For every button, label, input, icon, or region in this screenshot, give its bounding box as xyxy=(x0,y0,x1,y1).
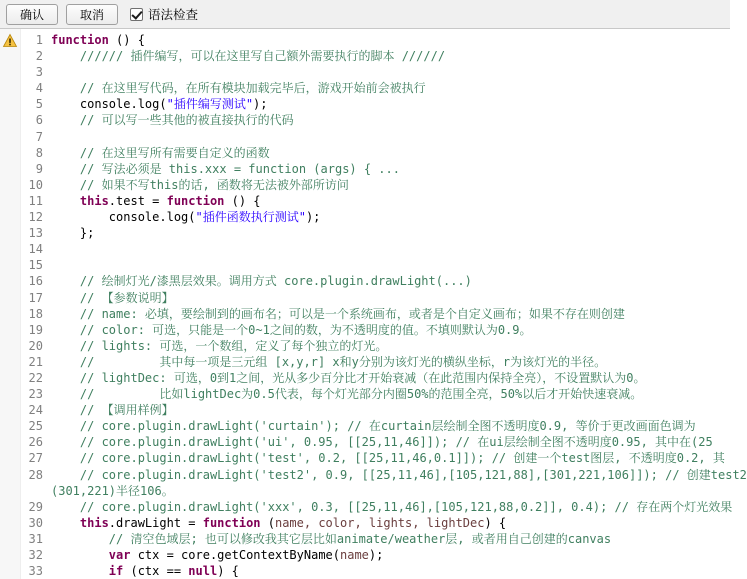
code-editor[interactable] xyxy=(0,29,747,579)
line-number: 6 xyxy=(35,113,43,128)
code-line[interactable] xyxy=(51,290,747,306)
code-token: // 在这里写代码，在所有模块加载完毕后，游戏开始前会被执行 xyxy=(51,81,426,96)
line-number: 28 xyxy=(28,467,43,482)
code-line[interactable] xyxy=(51,370,747,386)
code-token: // 在这里写所有需要自定义的函数 xyxy=(51,145,270,160)
code-line[interactable] xyxy=(51,209,747,225)
line-number: 25 xyxy=(28,419,43,434)
code-token: if xyxy=(51,564,124,579)
checkbox-icon[interactable] xyxy=(130,8,143,21)
line-number: 4 xyxy=(35,81,43,96)
code-token: // 【调用样例】 xyxy=(51,403,174,418)
code-token: () { xyxy=(108,33,145,47)
code-line[interactable] xyxy=(51,467,747,483)
line-number: 18 xyxy=(28,306,43,321)
line-number: 3 xyxy=(35,65,43,80)
code-token: // lights: 可选，一个数组，定义了每个独立的灯光。 xyxy=(51,338,388,353)
code-line[interactable] xyxy=(51,563,747,579)
marker-column xyxy=(0,29,21,579)
code-token: ) { xyxy=(217,564,239,579)
code-token: name, color, lights, lightDec xyxy=(274,515,485,530)
line-number: 24 xyxy=(28,403,43,418)
code-line[interactable] xyxy=(51,515,747,531)
code-line[interactable] xyxy=(51,402,747,418)
line-number: 1 xyxy=(35,33,43,47)
code-token: // 其中每一项是三元组 [x,y,r] x和y分别为该灯光的横纵坐标，r为该灯光的半径。 xyxy=(51,354,607,369)
code-line[interactable] xyxy=(51,499,747,515)
code-token: console.log( xyxy=(51,210,196,225)
code-line[interactable] xyxy=(51,129,747,145)
code-token: // 可以写一些其他的被直接执行的代码 xyxy=(51,113,294,128)
line-number: 10 xyxy=(28,177,43,192)
code-line[interactable] xyxy=(51,434,747,450)
line-number: 27 xyxy=(28,451,43,466)
code-token: this xyxy=(51,515,109,530)
line-number: 22 xyxy=(28,370,43,385)
code-line[interactable] xyxy=(51,32,747,48)
code-line[interactable] xyxy=(51,257,747,273)
code-token: ); xyxy=(305,210,321,225)
line-number: 31 xyxy=(28,531,43,546)
line-number: 5 xyxy=(35,97,43,112)
code-line[interactable] xyxy=(51,306,747,322)
code-line[interactable] xyxy=(51,80,747,96)
code-line[interactable] xyxy=(51,338,747,354)
line-number: 23 xyxy=(28,387,43,402)
code-token: // 清空色域层; 也可以修改我其它层比如animate/weather层, 或者用自己创建的canvas xyxy=(51,531,612,546)
code-token: // 绘制灯光/漆黑层效果。调用方式 core.plugin.drawLight(...) xyxy=(51,274,472,289)
code-line[interactable] xyxy=(51,547,747,563)
code-line[interactable] xyxy=(51,145,747,161)
line-number: 20 xyxy=(28,338,43,353)
code-token: ////// 插件编写，可以在这里写自己额外需要执行的脚本 ////// xyxy=(51,49,446,64)
code-token: .test = xyxy=(108,193,167,208)
code-line[interactable] xyxy=(51,483,747,499)
code-token: this xyxy=(51,193,109,208)
code-token: // core.plugin.drawLight('xxx', 0.3, [[25,11,46],[105,121,88,0.2]], 0.4); // 存在两个灯光效果 xyxy=(51,499,733,514)
cancel-button[interactable]: 取消 xyxy=(66,4,118,25)
code-token: // core.plugin.drawLight('curtain'); // 在curtain层绘制全图不透明度0.9, 等价于更改画面色调为 xyxy=(51,419,696,434)
line-number: 9 xyxy=(35,161,43,176)
code-line[interactable] xyxy=(51,96,747,112)
code-token: function xyxy=(51,33,109,47)
code-content[interactable] xyxy=(47,29,747,579)
code-line[interactable] xyxy=(51,64,747,80)
line-number xyxy=(21,483,43,499)
line-number: 15 xyxy=(28,258,43,273)
line-number: 11 xyxy=(28,193,43,208)
line-number: 16 xyxy=(28,274,43,289)
code-token: ctx = core.getContextByName( xyxy=(130,548,340,562)
line-number: 33 xyxy=(28,564,43,579)
line-number: 19 xyxy=(28,322,43,337)
line-number: 7 xyxy=(35,129,43,144)
code-line[interactable] xyxy=(51,112,747,128)
line-number: 2 xyxy=(35,49,43,64)
code-token: // name: 必填，要绘制到的画布名；可以是一个系统画布，或者是个自定义画布；如果不存在则创建 xyxy=(51,306,625,321)
code-line[interactable] xyxy=(51,177,747,193)
code-line[interactable] xyxy=(51,161,747,177)
code-line[interactable] xyxy=(51,531,747,547)
code-token: "插件编写测试" xyxy=(166,97,254,112)
line-number: 32 xyxy=(28,548,43,562)
code-token: }; xyxy=(51,226,95,241)
code-line[interactable] xyxy=(51,48,747,64)
code-line[interactable] xyxy=(51,225,747,241)
line-number: 8 xyxy=(35,145,43,160)
confirm-button[interactable]: 确认 xyxy=(6,4,58,25)
code-token: function xyxy=(166,193,225,208)
code-line[interactable] xyxy=(51,273,747,289)
code-token: // 【参数说明】 xyxy=(51,290,174,305)
code-line[interactable] xyxy=(51,322,747,338)
code-token: // lightDec: 可选，0到1之间，光从多少百分比才开始衰减（在此范围内保持全亮），不设置默认为0。 xyxy=(51,370,646,385)
code-token: // core.plugin.drawLight('ui', 0.95, [[25,11,46]]); // 在ui层绘制全图不透明度0.95, 其中在(25 xyxy=(51,435,713,450)
line-number: 12 xyxy=(28,210,43,225)
code-line[interactable] xyxy=(51,193,747,209)
code-token: () { xyxy=(224,193,261,208)
code-token: (ctx == xyxy=(123,564,189,579)
toolbar xyxy=(0,0,730,29)
code-token: ) { xyxy=(484,515,507,530)
code-token: console.log( xyxy=(51,97,167,112)
code-token: "插件函数执行测试" xyxy=(195,210,306,225)
code-line[interactable] xyxy=(51,354,747,370)
code-token: // core.plugin.drawLight('test2', 0.9, [[25,11,46],[105,121,88],[301,221,106]]); // 创建test2 xyxy=(51,467,747,482)
line-number: 26 xyxy=(28,435,43,450)
code-token: var xyxy=(51,548,131,562)
code-token: // color: 可选，只能是一个0~1之间的数，为不透明度的值。不填则默认为0.9。 xyxy=(51,322,532,337)
grammar-check-label: 语法检查 xyxy=(148,7,199,22)
line-number: 14 xyxy=(28,242,43,257)
code-token: null xyxy=(188,564,218,579)
line-number: 21 xyxy=(28,354,43,369)
code-token: // 写法必须是 this.xxx = function (args) { ... xyxy=(51,161,400,176)
grammar-check-toggle[interactable] xyxy=(130,5,198,23)
line-number: 30 xyxy=(28,515,43,530)
line-number: 29 xyxy=(28,499,43,514)
line-number: 17 xyxy=(28,290,43,305)
code-token: ); xyxy=(253,97,268,112)
code-token: // 比如lightDec为0.5代表，每个灯光部分内圈50%的范围全亮，50%以后才开始快速衰减。 xyxy=(51,387,643,402)
code-token: (301,221)半径106。 xyxy=(51,483,174,498)
code-token: name xyxy=(340,548,369,562)
line-number-gutter xyxy=(21,29,47,579)
code-line[interactable] xyxy=(51,418,747,434)
code-token: .drawLight = xyxy=(108,515,203,530)
code-token: ); xyxy=(368,548,384,562)
warning-icon[interactable] xyxy=(3,34,17,47)
code-line[interactable] xyxy=(51,450,747,466)
code-line[interactable] xyxy=(51,241,747,257)
line-number: 13 xyxy=(28,226,43,241)
code-token: // 如果不写this的话, 函数将无法被外部所访问 xyxy=(51,177,349,192)
code-token: // core.plugin.drawLight('test', 0.2, [[25,11,46,0.1]]); // 创建一个test图层, 不透明度0.2, 其 xyxy=(51,451,725,466)
code-line[interactable] xyxy=(51,386,747,402)
code-token: ( xyxy=(260,515,275,530)
code-token: function xyxy=(202,515,261,530)
